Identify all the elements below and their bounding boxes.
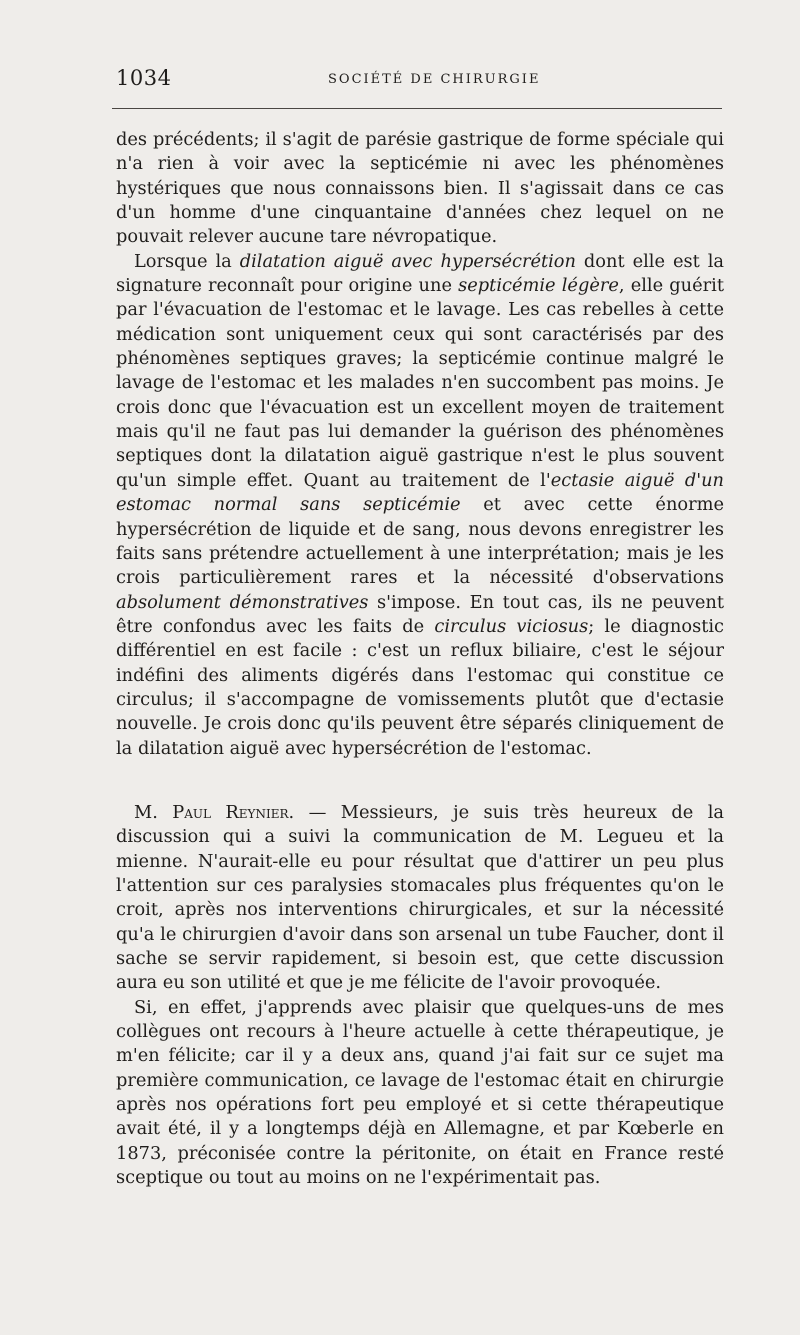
paragraph-2-text-a: Lorsque la: [134, 250, 240, 272]
paragraph-2-italic-d: septicémie légère: [458, 275, 619, 297]
paragraph-2-italic-b: dilatation aiguë avec hypersécrétion: [239, 250, 576, 272]
paragraph-2-text-k: ; le diagnostic différentiel en est facile : c'est un reflux biliaire, c'est le séjour indéfini des aliments digérés dans l'estomac qui constitue ce circulus; il s'accompagne de vomissements plutôt que d'ectasie nouvelle. Je crois donc qu'ils peuvent être séparés cliniquement de la dilatation aiguë avec hypersécrétion de l'estomac.: [116, 615, 724, 759]
paragraph-2-italic-f: ectasie aiguë d'un estomac normal sans septicémie: [116, 469, 724, 516]
paragraph-2-text-g: et avec cette énorme hypersécrétion de liquide et de sang, nous devons enregistrer les faits sans prétendre actuellement à une interprétation; mais je les crois particulièrement rares et la nécessité d'observations: [116, 494, 724, 589]
header-rule: [112, 108, 722, 109]
paragraph-2: [116, 250, 724, 761]
paragraph-4: [116, 996, 724, 1191]
paragraph-2-text-i: s'impose. En tout cas, ils ne peuvent être confondus avec les faits de: [116, 591, 724, 637]
body-text: [116, 128, 724, 1190]
paragraph-2-italic-h: absolument démonstratives: [116, 591, 369, 613]
paragraph-2-text-e: , elle guérit par l'évacuation de l'estomac et le lavage. Les cas rebelles à cette médication sont uniquement ceux qui sont caractérisés par des phénomènes septiques graves; la septicémie continue malgré le lavage de l'estomac et les malades n'en succombent pas moins. Je crois donc que l'évacuation est un excellent moyen de traitement mais qu'il ne faut pas lui demander la guérison des phénomènes septiques dont la dilatation aiguë gastrique n'est le plus souvent qu'un simple effet. Quant au traitement de l': [116, 275, 724, 491]
paragraph-3-text: . — Messieurs, je suis très heureux de la discussion qui a suivi la communication de M. Legueu et la mienne. N'aurait-elle eu pour résultat que d'attirer un peu plus l'attention sur ces paralysies stomacales plus fréquentes qu'on le croit, après nos interventions chirurgicales, et sur la nécessité qu'a le chirurgien d'avoir dans son arsenal un tube Faucher, dont il sache se servir rapidement, si besoin est, que cette discussion aura eu son utilité et que je me félicite de l'avoir provoquée.: [116, 801, 724, 994]
page-number: 1034: [116, 66, 172, 90]
page-header: [112, 66, 722, 96]
paragraph-2-text-c: dont elle est la signature reconnaît pour origine une: [116, 250, 724, 297]
speaker-prefix: M.: [134, 801, 173, 823]
paragraph-4-text: Si, en effet, j'apprends avec plaisir que quelques-uns de mes collègues ont recours à l'heure actuelle à cette thérapeutique, je m'en félicite; car il y a deux ans, quand j'ai fait sur ce sujet ma première communication, ce lavage de l'estomac était en chirurgie après nos opérations fort peu employé et si cette thérapeutique avait été, il y a longtemps déjà en Allemagne, et par Kœberle en 1873, préconisée contre la péritonite, on était en France resté sceptique ou tout au moins on ne l'expérimentait pas.: [116, 996, 724, 1189]
paragraph-3: [116, 801, 724, 996]
speaker-name: Paul Reynier: [172, 801, 289, 823]
paragraph-1-text: des précédents; il s'agit de parésie gastrique de forme spéciale qui n'a rien à voir avec la septicémie ni avec les phénomènes hystériques que nous connaissons bien. Il s'agissait dans ce cas d'un homme d'une cinquantaine d'années chez lequel on ne pouvait relever aucune tare névropatique.: [116, 129, 724, 248]
running-head: SOCIÉTÉ DE CHIRURGIE: [328, 72, 541, 87]
section-gap: [116, 761, 724, 801]
paragraph-1: [116, 128, 724, 250]
paragraph-2-italic-j: circulus viciosus: [434, 615, 589, 637]
